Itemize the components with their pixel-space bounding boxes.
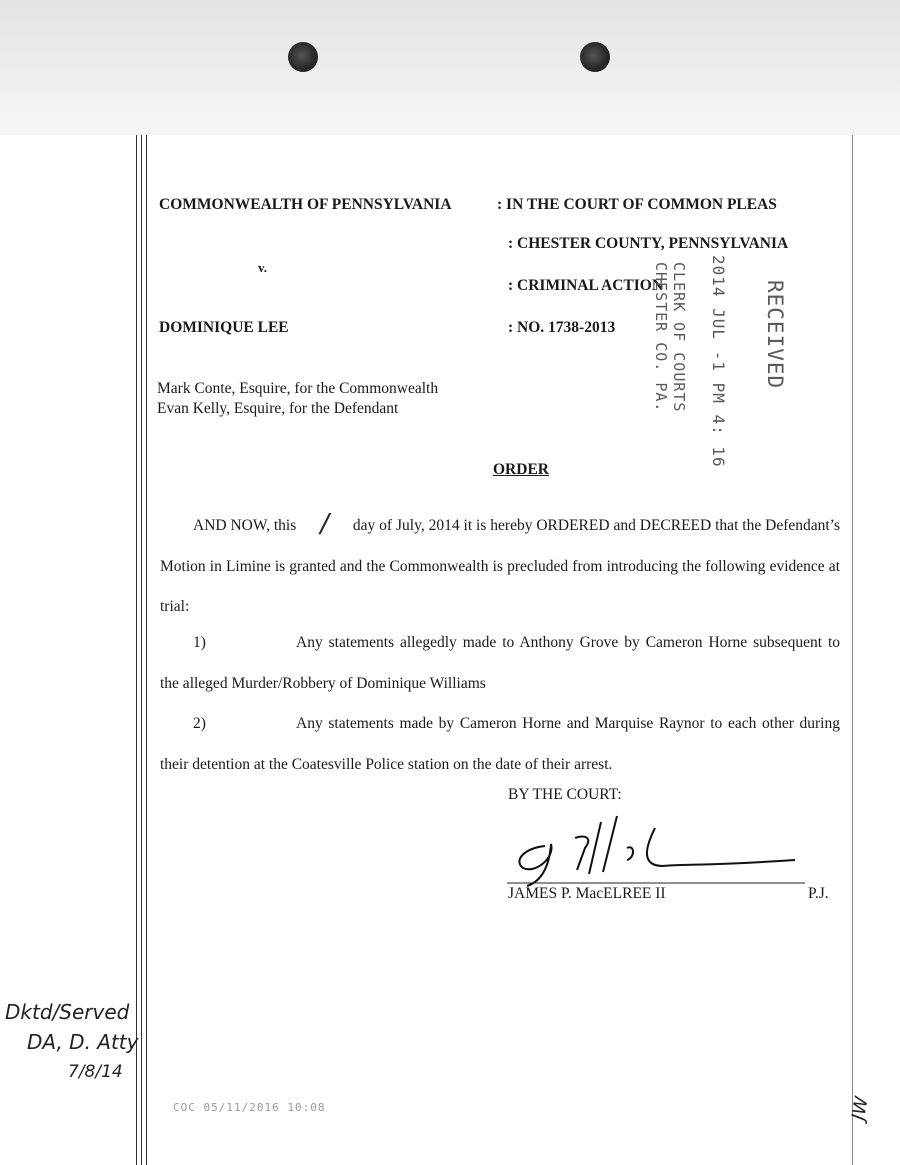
caption-number: : NO. 1738-2013 bbox=[508, 319, 616, 336]
order-item-2-number: 2) bbox=[193, 715, 206, 732]
caption-court: : IN THE COURT OF COMMON PLEAS bbox=[497, 196, 777, 213]
margin-note-docketed: Dktd/Served bbox=[5, 1000, 130, 1024]
margin-note-served: DA, D. Atty bbox=[27, 1030, 139, 1054]
order-item-1-number: 1) bbox=[193, 634, 206, 651]
judge-signature bbox=[505, 808, 805, 888]
left-margin-rule-2 bbox=[141, 135, 142, 1165]
scan-header-band bbox=[0, 0, 900, 135]
order-intro-rest: day of July, 2014 it is hereby ORDERED and DECREED that the Defendant’s Motion in Limine is granted and the Commonwealth is precluded from introducing the following evidence at trial: bbox=[160, 517, 841, 615]
order-item-1-text: Any statements allegedly made to Anthony Grove by Cameron Horne subsequent to the alleged Murder/Robbery of Dominique Williams bbox=[160, 634, 840, 692]
order-intro-start: AND NOW, this bbox=[193, 517, 297, 534]
margin-note-date: 7/8/14 bbox=[68, 1062, 123, 1082]
by-the-court: BY THE COURT: bbox=[508, 786, 622, 803]
order-item-2-text: Any statements made by Cameron Horne and Marquise Raynor to each other during their detention at the Coatesville Police station on the date of their arrest. bbox=[160, 715, 840, 773]
caption-defendant: DOMINIQUE LEE bbox=[159, 319, 289, 336]
received-stamp: RECEIVED bbox=[763, 280, 787, 390]
caption-action: : CRIMINAL ACTION bbox=[508, 277, 664, 294]
caption-county: : CHESTER COUNTY, PENNSYLVANIA bbox=[508, 235, 789, 252]
order-intro-paragraph bbox=[160, 502, 840, 628]
order-item-2 bbox=[160, 704, 840, 785]
counsel-defendant: Evan Kelly, Esquire, for the Defendant bbox=[157, 400, 399, 417]
handwritten-day: / bbox=[320, 509, 329, 539]
order-title: ORDER bbox=[493, 461, 549, 478]
left-margin-rule-3 bbox=[146, 135, 147, 1165]
received-date-stamp: 2014 JUL -1 PM 4: 16 bbox=[709, 255, 728, 468]
margin-initials: JW bbox=[848, 1095, 873, 1122]
scan-footer-stamp: COC 05/11/2016 10:08 bbox=[173, 1101, 326, 1114]
judge-title: P.J. bbox=[808, 885, 829, 902]
order-item-1 bbox=[160, 623, 840, 704]
caption-versus: v. bbox=[258, 260, 268, 275]
left-margin-rule bbox=[136, 135, 137, 1165]
judge-name: JAMES P. MacELREE II bbox=[508, 885, 666, 902]
caption-left-party: COMMONWEALTH OF PENNSYLVANIA bbox=[159, 196, 452, 213]
binder-hole-right bbox=[580, 42, 610, 72]
clerk-stamp-line2: CHESTER CO. PA. bbox=[652, 262, 670, 413]
counsel-commonwealth: Mark Conte, Esquire, for the Commonwealth bbox=[157, 380, 439, 397]
clerk-stamp-line1: CLERK OF COURTS bbox=[670, 262, 688, 413]
binder-hole-left bbox=[288, 42, 318, 72]
right-margin-rule bbox=[852, 135, 853, 1165]
